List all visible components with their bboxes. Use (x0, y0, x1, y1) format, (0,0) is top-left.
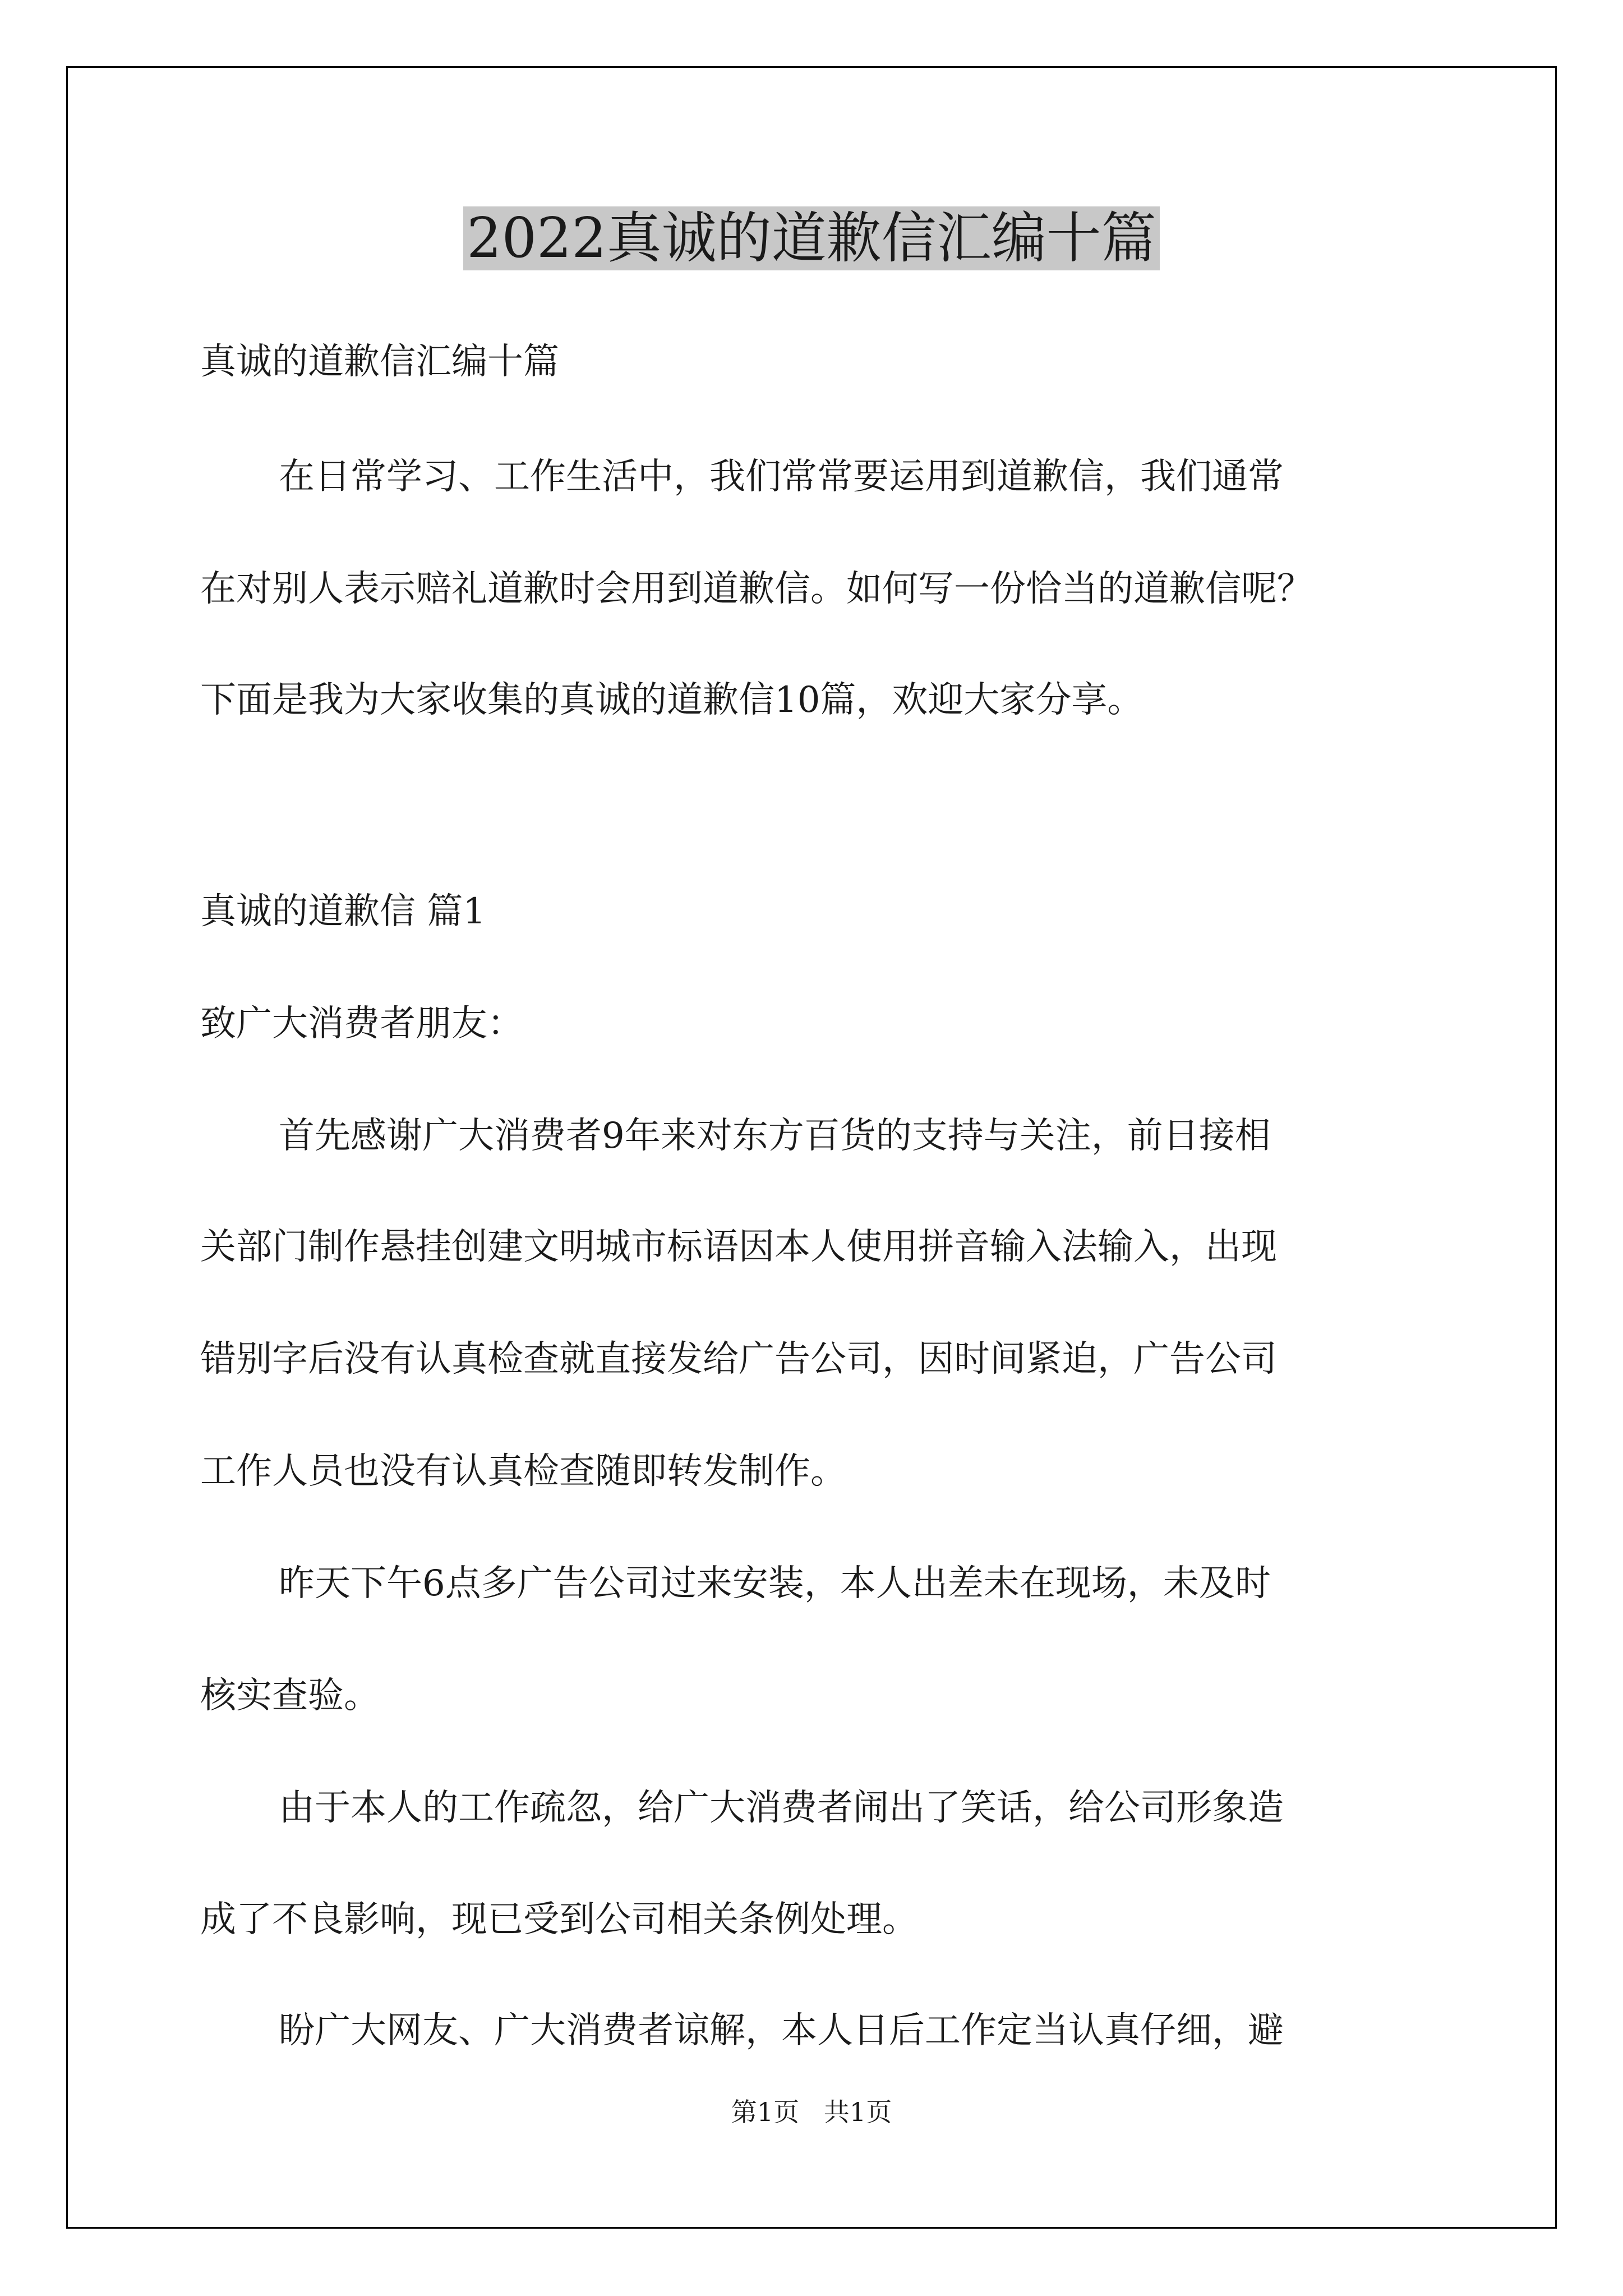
paragraph-1-line-3: 错别字后没有认真检查就直接发给广告公司，因时间紧迫，广告公司 (200, 1338, 1277, 1380)
intro-line-1: 在日常学习、工作生活中，我们常常要运用到道歉信，我们通常 (279, 456, 1284, 498)
title-highlight: 2022真诚的道歉信汇编十篇 (463, 206, 1159, 270)
paragraph-3-line-2: 成了不良影响，现已受到公司相关条例处理。 (200, 1899, 918, 1940)
salutation: 致广大消费者朋友： (200, 1003, 523, 1045)
paragraph-2-line-2: 核实查验。 (200, 1675, 380, 1717)
paragraph-1-line-4: 工作人员也没有认真检查随即转发制作。 (200, 1451, 846, 1492)
paragraph-1-line-2: 关部门制作悬挂创建文明城市标语因本人使用拼音输入法输入，出现 (200, 1226, 1277, 1268)
document-title (0, 199, 1623, 278)
paragraph-1-line-1: 首先感谢广大消费者9年来对东方百货的支持与关注，前日接相 (279, 1115, 1271, 1157)
intro-line-3: 下面是我为大家收集的真诚的道歉信10篇，欢迎大家分享。 (200, 679, 1144, 721)
paragraph-2-line-1: 昨天下午6点多广告公司过来安装，本人出差未在现场，未及时 (279, 1563, 1271, 1604)
paragraph-4-line-1: 盼广大网友、广大消费者谅解，本人日后工作定当认真仔细，避 (279, 2010, 1284, 2051)
section-heading: 真诚的道歉信 篇1 (200, 891, 486, 932)
intro-line-2: 在对别人表示赔礼道歉时会用到道歉信。如何写一份恰当的道歉信呢？ (200, 568, 1313, 610)
page-footer: 第1页 共1页 (731, 2097, 892, 2127)
subtitle: 真诚的道歉信汇编十篇 (200, 341, 559, 383)
paragraph-3-line-1: 由于本人的工作疏忽，给广大消费者闹出了笑话，给公司形象造 (279, 1787, 1284, 1829)
